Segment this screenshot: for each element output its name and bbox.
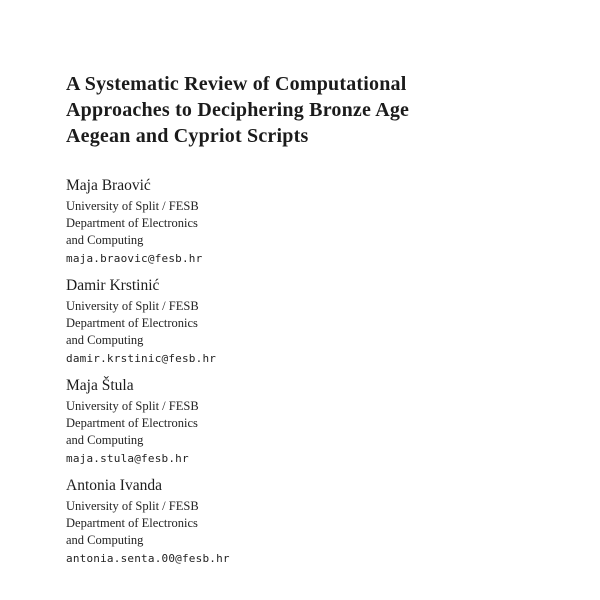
paper-title-line-2: Approaches to Deciphering Bronze Age	[66, 99, 410, 121]
author-affiliation-line: Department of Electronics	[66, 416, 198, 430]
paper-title-line-1: A Systematic Review of Computational	[66, 73, 407, 95]
paper-title	[66, 71, 409, 149]
author-block-1	[66, 176, 230, 266]
author-email: maja.stula@fesb.hr	[66, 452, 189, 465]
author-name: Maja Braović	[66, 177, 151, 194]
author-block-4	[66, 476, 230, 566]
author-affiliation-line: University of Split / FESB	[66, 299, 199, 313]
paper-title-line-3: Aegean and Cypriot Scripts	[66, 125, 309, 147]
author-email: damir.krstinic@fesb.hr	[66, 352, 217, 365]
author-affiliation-line: and Computing	[66, 333, 144, 347]
author-email: antonia.senta.00@fesb.hr	[66, 552, 230, 565]
author-block-2	[66, 276, 230, 366]
author-affiliation-line: and Computing	[66, 533, 144, 547]
author-affiliation-line: University of Split / FESB	[66, 199, 199, 213]
author-affiliation-line: Department of Electronics	[66, 516, 198, 530]
author-affiliation-line: and Computing	[66, 233, 144, 247]
author-list	[66, 176, 230, 566]
author-affiliation-line: Department of Electronics	[66, 216, 198, 230]
author-affiliation-line: University of Split / FESB	[66, 399, 199, 413]
author-name: Maja Štula	[66, 377, 134, 394]
author-affiliation-line: and Computing	[66, 433, 144, 447]
author-email: maja.braovic@fesb.hr	[66, 252, 203, 265]
author-affiliation-line: Department of Electronics	[66, 316, 198, 330]
author-affiliation-line: University of Split / FESB	[66, 499, 199, 513]
author-name: Antonia Ivanda	[66, 477, 162, 494]
author-block-3	[66, 376, 230, 466]
author-name: Damir Krstinić	[66, 277, 160, 294]
